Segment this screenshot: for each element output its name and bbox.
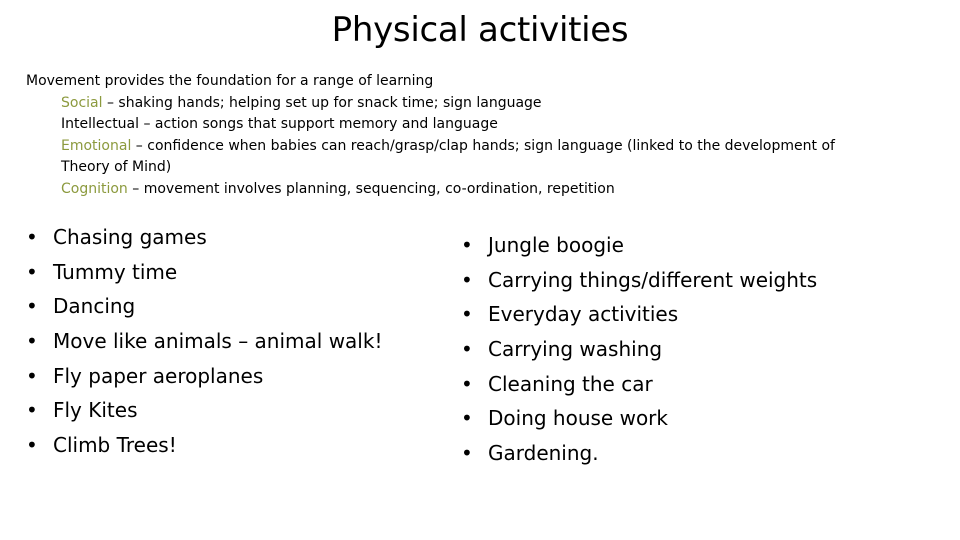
list-item-text: Chasing games — [53, 225, 207, 249]
list-item-text: Fly paper aeroplanes — [53, 363, 264, 388]
bullet-icon: • — [461, 406, 473, 431]
bullet-icon: • — [26, 259, 38, 284]
list-item — [26, 324, 382, 359]
list-item-text: Tummy time — [53, 259, 178, 284]
bullet-icon: • — [461, 302, 473, 327]
list-item — [461, 401, 817, 436]
list-item — [26, 393, 382, 428]
list-item-text: Dancing — [53, 294, 136, 319]
list-item — [461, 297, 817, 332]
list-item-text: Everyday activities — [488, 302, 679, 327]
bullet-icon: • — [26, 433, 38, 458]
list-item — [26, 220, 382, 255]
intro-item-social — [26, 93, 926, 115]
intro-keyword: Intellectual — [61, 116, 140, 132]
intro-keyword: Cognition — [61, 180, 128, 197]
list-item — [461, 332, 817, 367]
intro-text: – action songs that support memory and language — [139, 116, 498, 132]
right-activity-list — [461, 228, 817, 471]
list-item — [26, 289, 382, 324]
left-activity-list — [26, 220, 382, 463]
intro-text: – confidence when babies can reach/grasp/clap hands; sign language (linked to the development of — [131, 137, 835, 154]
intro-keyword: Emotional — [61, 137, 132, 154]
bullet-icon: • — [26, 363, 38, 388]
intro-text: – shaking hands; helping set up for snack time; sign language — [102, 94, 542, 111]
bullet-icon: • — [461, 441, 473, 466]
list-item — [26, 359, 382, 394]
list-item-text: Jungle boogie — [488, 233, 624, 257]
bullet-icon: • — [26, 225, 38, 249]
list-item-text: Carrying things/different weights — [488, 267, 818, 292]
intro-text: – movement involves planning, sequencing, co-ordination, repetition — [127, 180, 615, 197]
list-item — [461, 367, 817, 402]
bullet-icon: • — [461, 371, 473, 396]
list-item-text: Climb Trees! — [53, 433, 177, 458]
list-item-text: Carrying washing — [488, 337, 663, 362]
slide-title: Physical activities — [331, 10, 629, 50]
intro-lead: Movement provides the foundation for a range of learning — [26, 73, 434, 89]
bullet-icon: • — [461, 337, 473, 362]
list-item — [461, 436, 817, 471]
bullet-icon: • — [26, 398, 38, 423]
bullet-icon: • — [461, 267, 473, 292]
list-item — [26, 255, 382, 290]
list-item-text: Fly Kites — [53, 398, 138, 423]
intro-text: Theory of Mind) — [61, 159, 172, 175]
intro-item-cognition — [26, 179, 926, 201]
list-item-text: Gardening. — [488, 441, 599, 466]
list-item-text: Move like animals – animal walk! — [53, 329, 383, 354]
intro-keyword: Social — [61, 94, 103, 111]
intro-item-emotional — [26, 136, 926, 158]
list-item — [26, 428, 382, 463]
list-item — [461, 228, 817, 263]
intro-item-emotional-continued — [26, 157, 926, 179]
list-item-text: Cleaning the car — [488, 371, 653, 396]
bullet-icon: • — [26, 294, 38, 319]
list-item — [461, 263, 817, 298]
intro-item-intellectual — [26, 114, 926, 136]
list-item-text: Doing house work — [488, 406, 668, 431]
bullet-icon: • — [461, 233, 473, 257]
bullet-icon: • — [26, 329, 38, 354]
intro-block — [26, 71, 926, 200]
